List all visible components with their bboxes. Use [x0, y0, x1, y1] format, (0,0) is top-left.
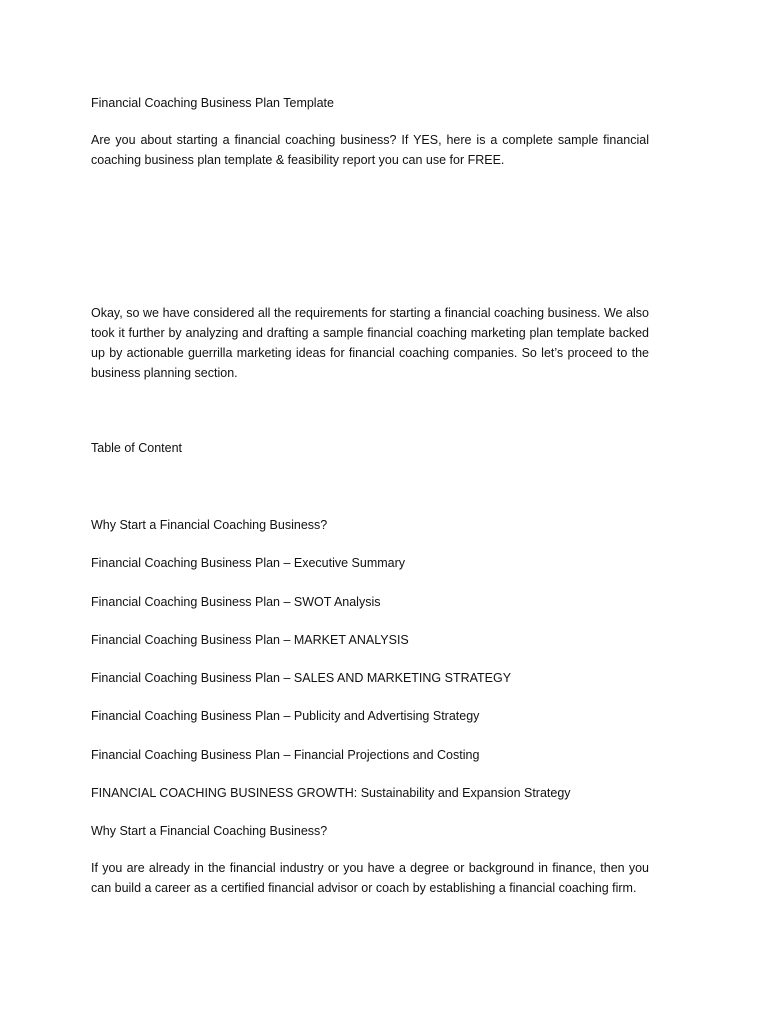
- toc-item: Financial Coaching Business Plan – Executive Summary: [91, 556, 406, 571]
- toc-item: Financial Coaching Business Plan – Financial Projections and Costing: [91, 747, 480, 762]
- toc-heading: Table of Content: [91, 441, 183, 455]
- document-title: Financial Coaching Business Plan Template: [91, 96, 334, 110]
- intro-paragraph: Are you about starting a financial coaching business? If YES, here is a complete sample financial coaching business plan template & feasibility report you can use for FREE.: [91, 133, 649, 167]
- toc-item: Financial Coaching Business Plan – Publicity and Advertising Strategy: [91, 709, 480, 724]
- toc-item: Financial Coaching Business Plan – SWOT Analysis: [91, 594, 381, 609]
- toc-item: Financial Coaching Business Plan – SALES AND MARKETING STRATEGY: [91, 671, 512, 686]
- toc-item: FINANCIAL COACHING BUSINESS GROWTH: Sustainability and Expansion Strategy: [91, 786, 571, 801]
- overview-paragraph: Okay, so we have considered all the requirements for starting a financial coaching business. We also took it further by analyzing and drafting a sample financial coaching marketing plan template backed up by actionable guerrilla marketing ideas for financial coaching companies. So let’s proceed to the business planning section.: [91, 306, 649, 380]
- closing-paragraph: If you are already in the financial industry or you have a degree or background in finance, then you can build a career as a certified financial advisor or coach by establishing a financial coaching firm.: [91, 861, 649, 895]
- toc-item: Why Start a Financial Coaching Business?: [91, 518, 328, 532]
- toc-item: Financial Coaching Business Plan – MARKET ANALYSIS: [91, 632, 409, 647]
- toc-item: Why Start a Financial Coaching Business?: [91, 824, 328, 839]
- table-of-contents: [91, 515, 649, 860]
